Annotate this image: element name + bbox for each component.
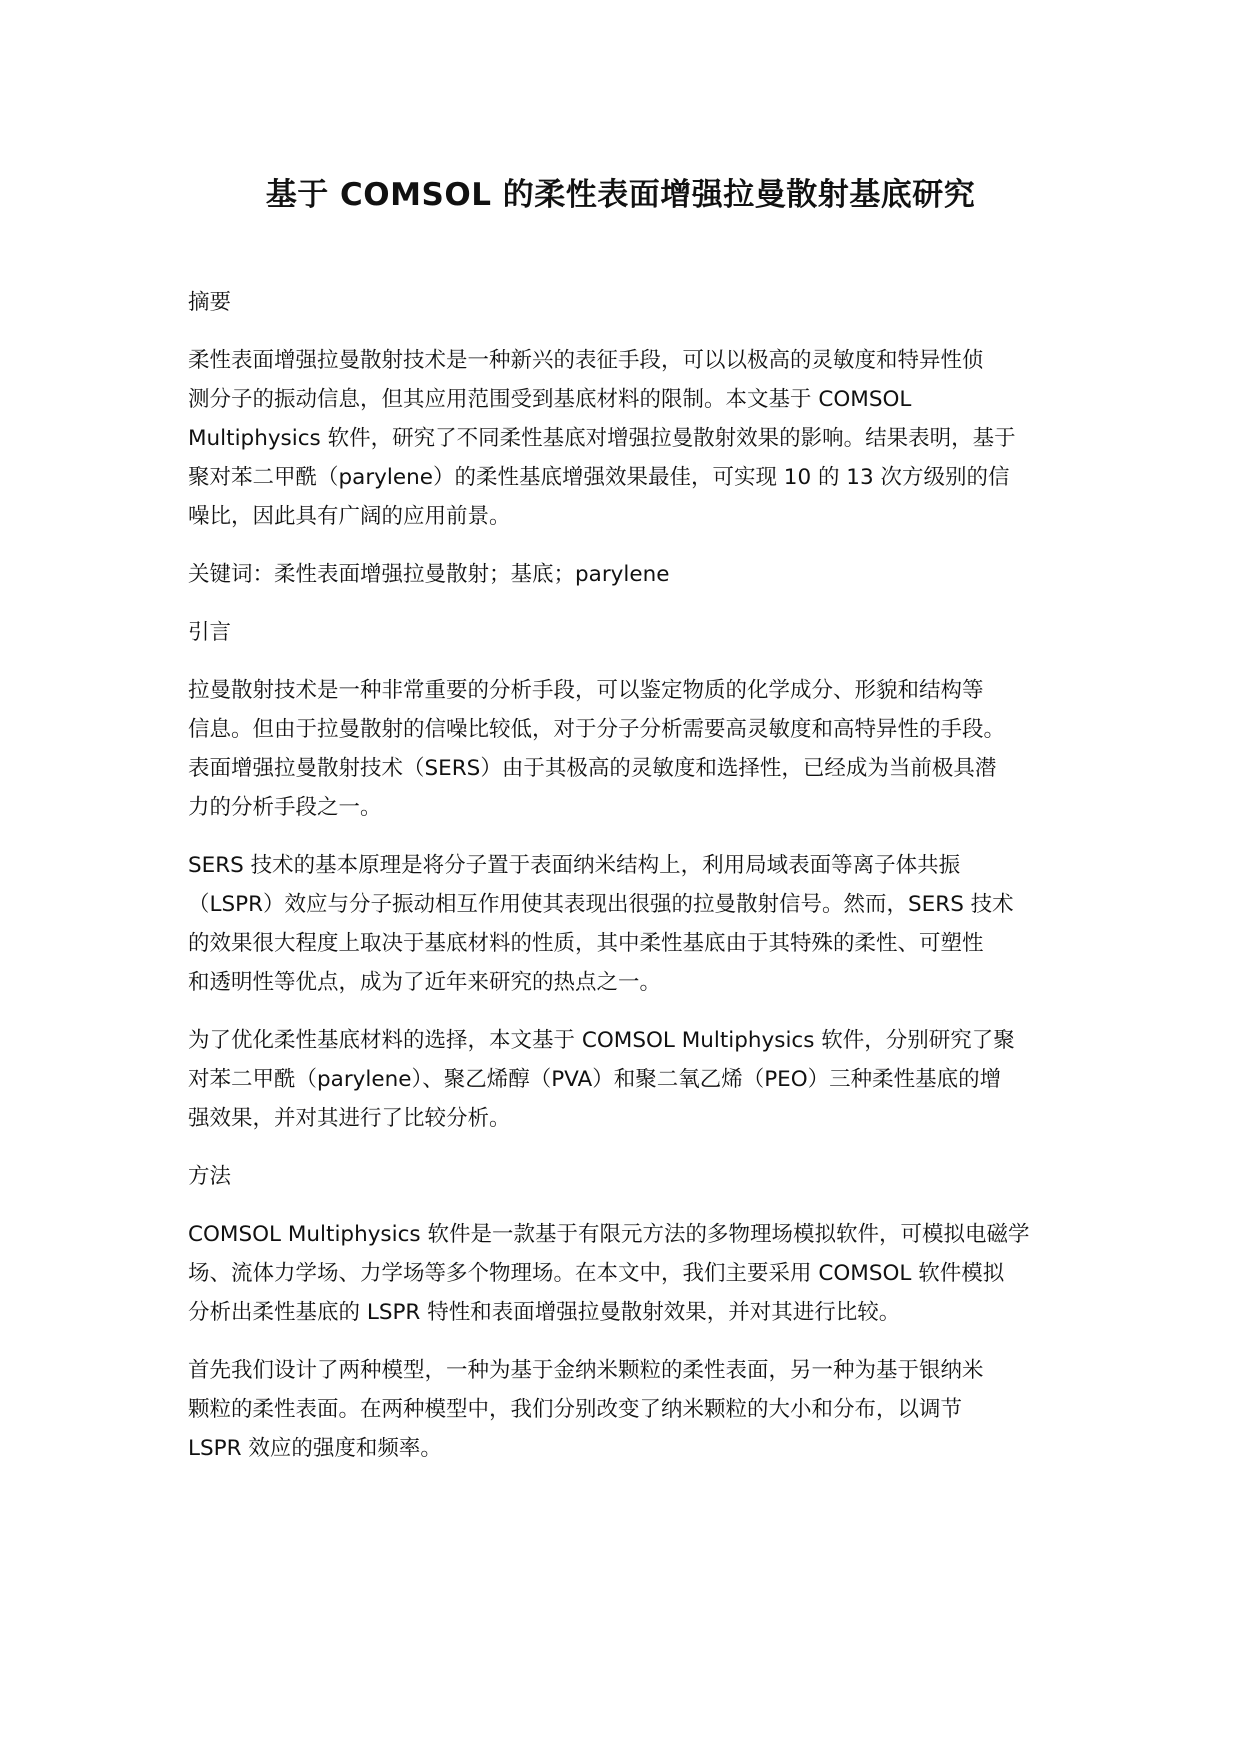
document-title: 基于 COMSOL 的柔性表面增强拉曼散射基底研究 [265,177,976,213]
paragraph-spacer [188,322,1068,341]
text-line: 和透明性等优点，成为了近年来研究的热点之一。 [188,970,662,995]
section-heading [188,283,1068,322]
text-line: 表面增强拉曼散射技术（SERS）由于其极高的灵敏度和选择性，已经成为当前极具潜 [188,756,997,781]
text-line: 测分子的振动信息，但其应用范围受到基底材料的限制。本文基于 COMSOL [188,387,912,412]
paragraph [188,1021,1068,1138]
text-line: 引言 [188,620,232,645]
text-line: 拉曼散射技术是一种非常重要的分析手段，可以鉴定物质的化学成分、形貌和结构等 [188,678,984,703]
text-line: LSPR 效应的强度和频率。 [188,1436,442,1461]
paragraph [188,341,1068,536]
text-line: 信息。但由于拉曼散射的信噪比较低，对于分子分析需要高灵敏度和高特异性的手段。 [188,717,1006,742]
text-line: 聚对苯二甲酰（parylene）的柔性基底增强效果最佳，可实现 10 的 13 次方级别的信 [188,465,1010,490]
paragraph [188,1215,1068,1332]
text-line: 颗粒的柔性表面。在两种模型中，我们分别改变了纳米颗粒的大小和分布，以调节 [188,1397,963,1422]
text-line: 方法 [188,1164,232,1189]
text-line: 噪比，因此具有广阔的应用前景。 [188,504,511,529]
text-line: 分析出柔性基底的 LSPR 特性和表面增强拉曼散射效果，并对其进行比较。 [188,1300,901,1325]
paragraph-spacer [188,1196,1068,1215]
text-line: 强效果，并对其进行了比较分析。 [188,1106,511,1131]
paragraph [188,671,1068,827]
text-line: 为了优化柔性基底材料的选择，本文基于 COMSOL Multiphysics 软件，分别研究了聚 [188,1028,1015,1053]
text-line: COMSOL Multiphysics 软件是一款基于有限元方法的多物理场模拟软件，可模拟电磁学 [188,1222,1030,1247]
paragraph-spacer [188,1332,1068,1351]
text-line: SERS 技术的基本原理是将分子置于表面纳米结构上，利用局域表面等离子体共振 [188,853,961,878]
paragraph-spacer [188,827,1068,846]
section-heading [188,613,1068,652]
paragraph [188,555,1068,594]
text-line: 关键词：柔性表面增强拉曼散射；基底；parylene [188,562,670,587]
text-line: Multiphysics 软件，研究了不同柔性基底对增强拉曼散射效果的影响。结果表明，基于 [188,426,1016,451]
document-body [188,283,1068,1468]
paragraph-spacer [188,594,1068,613]
text-line: 摘要 [188,290,232,315]
text-line: 柔性表面增强拉曼散射技术是一种新兴的表征手段，可以以极高的灵敏度和特异性侦 [188,348,984,373]
paragraph [188,846,1068,1002]
text-line: （LSPR）效应与分子振动相互作用使其表现出很强的拉曼散射信号。然而，SERS 技术 [188,892,1014,917]
paragraph-spacer [188,652,1068,671]
paragraph-spacer [188,1002,1068,1021]
section-heading [188,1157,1068,1196]
paragraph-spacer [188,536,1068,555]
text-line: 力的分析手段之一。 [188,795,382,820]
text-line: 的效果很大程度上取决于基底材料的性质，其中柔性基底由于其特殊的柔性、可塑性 [188,931,984,956]
text-line: 对苯二甲酰（parylene）、聚乙烯醇（PVA）和聚二氧乙烯（PEO）三种柔性基底的增 [188,1067,1002,1092]
paragraph-spacer [188,1138,1068,1157]
text-line: 场、流体力学场、力学场等多个物理场。在本文中，我们主要采用 COMSOL 软件模拟 [188,1261,1005,1286]
paragraph [188,1351,1068,1468]
text-line: 首先我们设计了两种模型，一种为基于金纳米颗粒的柔性表面，另一种为基于银纳米 [188,1358,984,1383]
